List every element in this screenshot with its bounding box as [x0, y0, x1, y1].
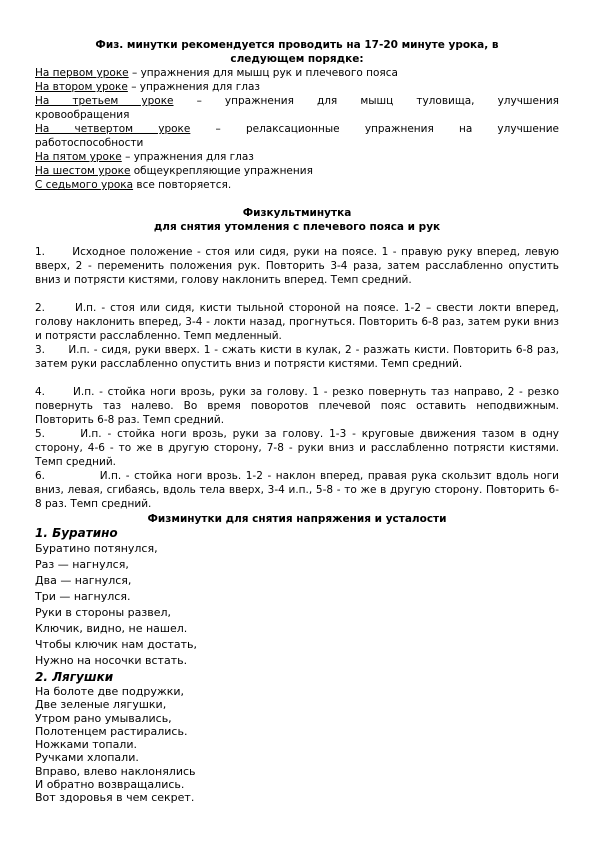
poem-body	[35, 685, 196, 805]
schedule-item	[35, 164, 559, 178]
poem-line: Чтобы ключик нам достать,	[35, 638, 198, 651]
exercise-paragraph: 5. И.п. - стойка ноги врозь, руки за голову. 1-3 - круговые движения тазом в одну сторону, 4-6 - то же в другую сторону, 7-8 - руки вниз и расслабленно потрясти кистями. Темп средний.	[35, 428, 559, 468]
schedule-item	[35, 150, 559, 164]
schedule-text: общеукрепляющие упражнения	[130, 165, 313, 177]
schedule-text: – релаксационные упражнения на улучшение	[190, 123, 559, 135]
schedule-text: – упражнения для глаз	[127, 81, 260, 93]
exercise-paragraph: 6. И.п. - стойка ноги врозь. 1-2 - наклон вперед, правая рука скользит вдоль ноги вниз, левая, сгибаясь, вдоль тела вверх, 3-4 и.п., 5-8 - то же в другую сторону. Повторить 6-8 раз. Темп средний.	[35, 470, 559, 510]
poem-line: И обратно возвращались.	[35, 778, 185, 792]
poem-line: Руки в стороны развел,	[35, 606, 172, 619]
exercise-paragraph: 1. Исходное положение - стоя или сидя, руки на поясе. 1 - правую руку вперед, левую вверх, 2 - переменить положения рук. Повторить 3-4 раза, затем расслабленно опустить вниз и потрясти кистями, голову наклонить вперед. Темп средний.	[35, 246, 559, 286]
poem-line: Две зеленые лягушки,	[35, 698, 167, 712]
poem-title: 1. Буратино	[35, 526, 118, 540]
poem-line: Буратино потянулся,	[35, 542, 158, 555]
section-title: Физминутки для снятия напряжения и усталости	[147, 513, 447, 525]
exercise-paragraph: 3. И.п. - сидя, руки вверх. 1 - сжать кисти в кулак, 2 - разжать кисти. Повторить 6-8 раз, затем руки расслабленно опустить вниз и потрясти кистями. Темп средний.	[35, 344, 559, 370]
poem-line: Два — нагнулся,	[35, 574, 132, 587]
poem-line: Вот здоровья в чем секрет.	[35, 791, 195, 805]
schedule-lesson: На четвертом уроке	[35, 123, 191, 135]
poem-line: Нужно на носочки встать.	[35, 654, 188, 667]
schedule-continuation: работоспособности	[35, 137, 144, 149]
section-subtitle: для снятия утомления с плечевого пояса и рук	[153, 221, 441, 233]
schedule-item	[35, 94, 559, 108]
schedule-lesson: На первом уроке	[35, 67, 129, 79]
exercise-paragraph: 4. И.п. - стойка ноги врозь, руки за голову. 1 - резко повернуть таз направо, 2 - резко повернуть таз налево. Во время поворотов плечевой пояс оставить неподвижным. Повторить 6-8 раз. Темп средний.	[35, 386, 559, 426]
section-title: Физкультминутка	[242, 207, 352, 219]
poem-line: Ножками топали.	[35, 738, 137, 752]
intro-title-line2: следующем порядке:	[230, 53, 364, 65]
poem-line: Три — нагнулся.	[35, 590, 131, 603]
poem-line: Ключик, видно, не нашел.	[35, 622, 188, 635]
poem-line: Утром рано умывались,	[35, 711, 172, 725]
schedule-text: все повторяется.	[133, 179, 232, 191]
poem-line: Вправо, влево наклонялись	[35, 764, 196, 778]
schedule-text: – упражнения для глаз	[121, 151, 254, 163]
schedule-continuation: кровообращения	[35, 109, 130, 121]
schedule-lesson: На шестом уроке	[35, 165, 131, 177]
schedule-lesson: На втором уроке	[35, 81, 128, 93]
poem-title: 2. Лягушки	[35, 670, 114, 684]
schedule-text: – упражнения для мышц туловища, улучшения	[173, 95, 559, 107]
schedule-lesson: На третьем уроке	[35, 95, 174, 107]
poem-body	[35, 541, 197, 669]
poem-line: Ручками хлопали.	[35, 751, 139, 765]
schedule-item	[35, 66, 559, 80]
intro-title-line1: Физ. минутки рекомендуется проводить на 17-20 минуте урока, в	[95, 39, 499, 51]
poem-line: На болоте две подружки,	[35, 685, 185, 698]
schedule-text: – упражнения для мышц рук и плечевого пояса	[128, 67, 398, 79]
schedule-item	[35, 80, 559, 94]
schedule-lesson: На пятом уроке	[35, 151, 122, 163]
schedule-lesson: С седьмого урока	[35, 179, 134, 191]
poem-line: Раз — нагнулся,	[35, 558, 129, 571]
exercise-paragraph: 2. И.п. - стоя или сидя, кисти тыльной стороной на поясе. 1-2 – свести локти вперед, голову наклонить вперед, 3-4 - локти назад, прогнуться. Повторить 6-8 раз, затем руки вниз и потрясти расслабленно. Темп медленный.	[35, 302, 559, 342]
poem-line: Полотенцем растирались.	[35, 724, 188, 738]
schedule-item	[35, 178, 559, 192]
schedule-item	[35, 122, 559, 136]
